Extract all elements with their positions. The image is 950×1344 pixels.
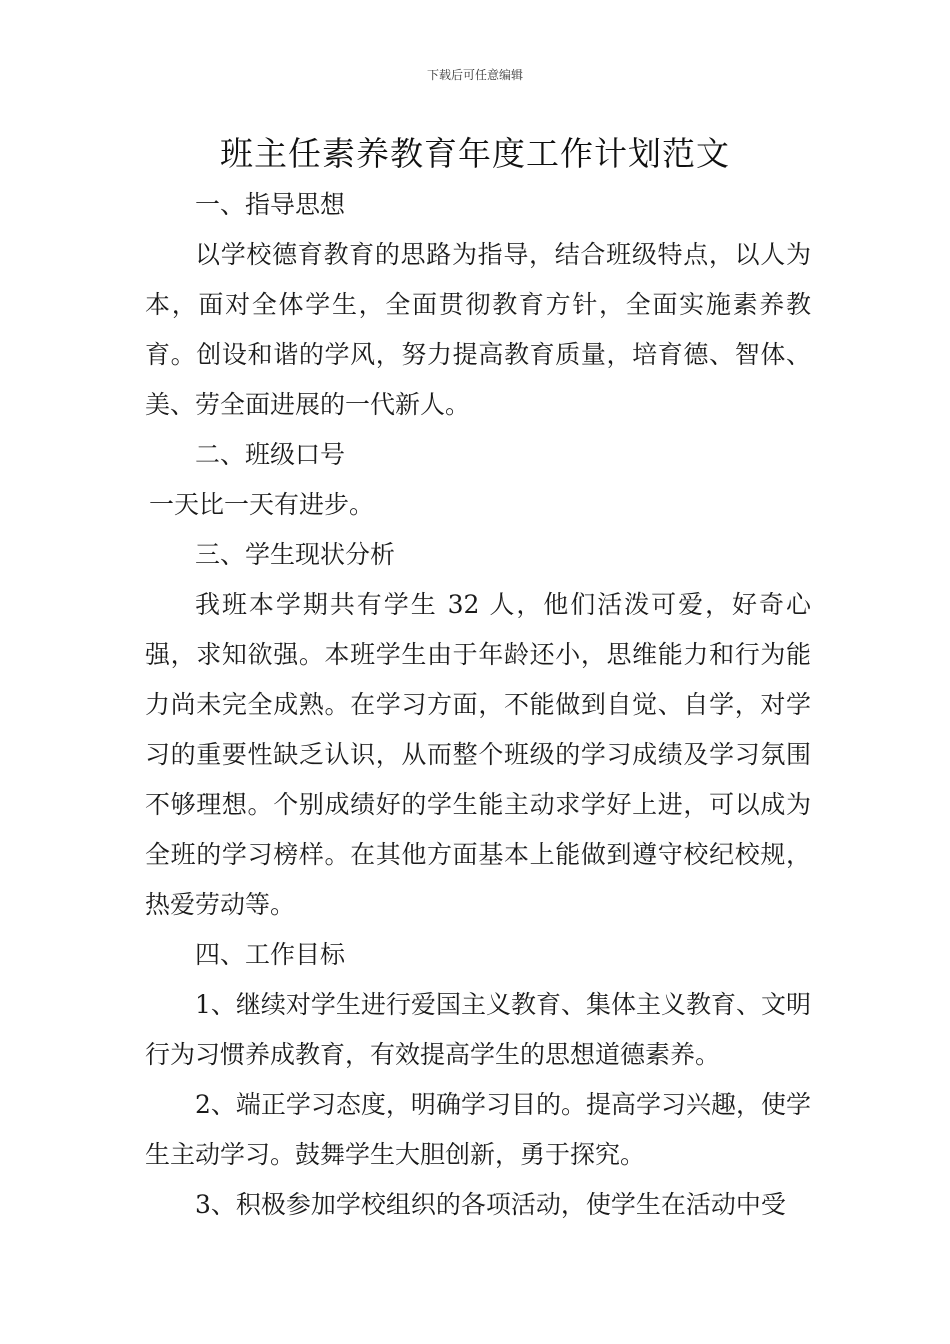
- section-heading-class-slogan: 二、班级口号: [195, 440, 346, 469]
- goal-item-3: 3、积极参加学校组织的各项活动，使学生在活动中受: [195, 1190, 786, 1219]
- goal-item-1: 1、继续对学生进行爱国主义教育、集体主义教育、文明行为习惯养成教育，有效提高学生的思想道德素养。: [145, 990, 811, 1069]
- paragraph-class-slogan: 一天比一天有进步。: [149, 490, 375, 519]
- section-heading-work-goals: 四、工作目标: [195, 940, 346, 969]
- document-body: [145, 180, 811, 1230]
- document-title: 班主任素养教育年度工作计划范文: [220, 134, 730, 173]
- section-heading-student-analysis: 三、学生现状分析: [195, 540, 396, 569]
- goal-item-2: 2、端正学习态度，明确学习目的。提高学习兴趣，使学生主动学习。鼓舞学生大胆创新，勇于探究。: [145, 1090, 811, 1169]
- header-note: 下载后可任意编辑: [426, 68, 523, 82]
- section-heading-guiding-thought: 一、指导思想: [195, 190, 346, 219]
- paragraph-student-analysis: 我班本学期共有学生 32 人，他们活泼可爱，好奇心强，求知欲强。本班学生由于年龄还小，思维能力和行为能力尚未完全成熟。在学习方面，不能做到自觉、自学，对学习的重要性缺乏认识，从而整个班级的学习成绩及学习氛围不够理想。个别成绩好的学生能主动求学好上进，可以成为全班的学习榜样。在其他方面基本上能做到遵守校纪校规，热爱劳动等。: [145, 590, 811, 919]
- paragraph-guiding-thought: 以学校德育教育的思路为指导，结合班级特点，以人为本，面对全体学生，全面贯彻教育方针，全面实施素养教育。创设和谐的学风，努力提高教育质量，培育德、智体、美、劳全面进展的一代新人。: [145, 240, 811, 419]
